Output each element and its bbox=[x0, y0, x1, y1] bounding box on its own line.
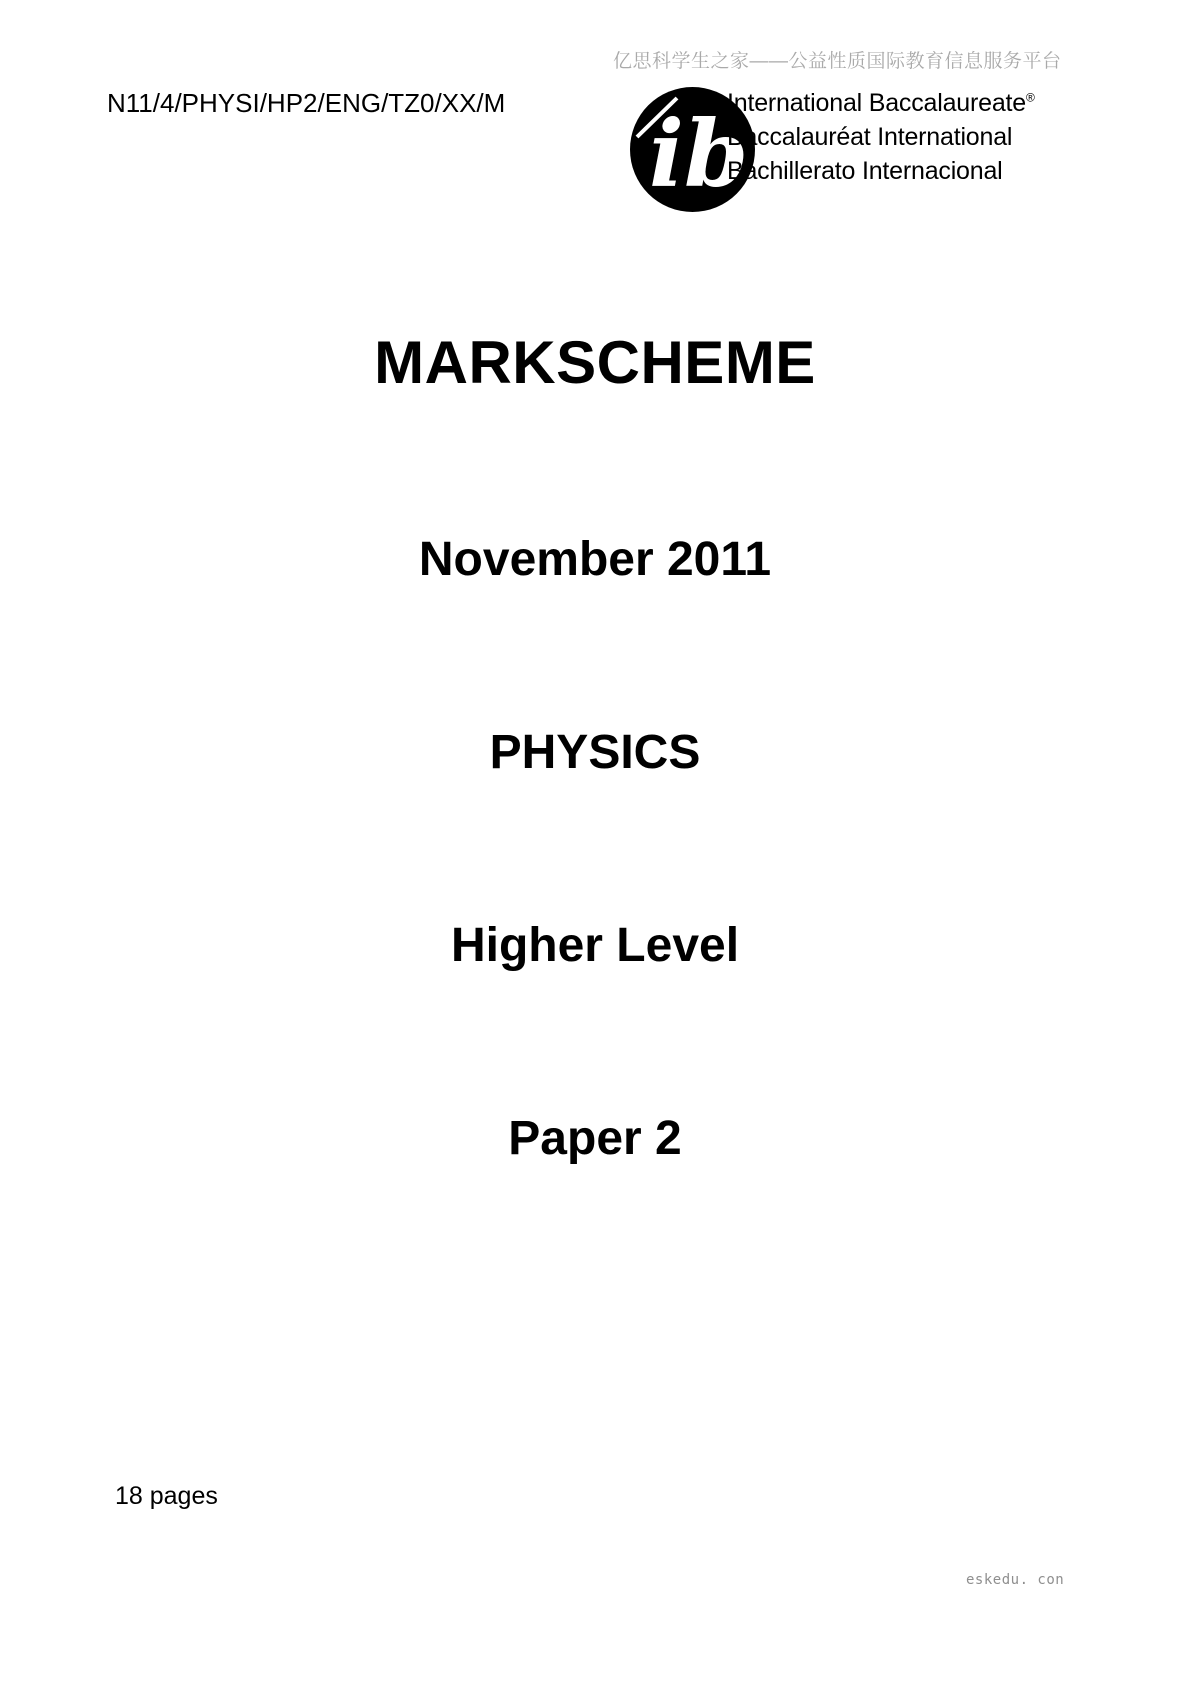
header-watermark-text: 亿思科学生之家——公益性质国际教育信息服务平台 bbox=[613, 51, 1062, 72]
exam-level: Higher Level bbox=[450, 919, 740, 972]
paper-code: N11/4/PHYSI/HP2/ENG/TZ0/XX/M bbox=[107, 88, 506, 118]
org-name-spanish: Bachillerato Internacional bbox=[727, 157, 1003, 185]
registered-trademark-mark: ® bbox=[1025, 90, 1035, 105]
ib-org-names bbox=[727, 86, 1035, 188]
org-name-french: Baccalauréat International bbox=[727, 123, 1013, 151]
document-title: MARKSCHEME bbox=[374, 329, 816, 396]
exam-paper-number: Paper 2 bbox=[508, 1112, 682, 1165]
ib-logo-monogram: ib bbox=[649, 100, 749, 208]
exam-subject: PHYSICS bbox=[489, 726, 701, 779]
exam-session: November 2011 bbox=[418, 533, 772, 586]
org-name-english-text: International Baccalaureate bbox=[727, 89, 1026, 117]
footer-watermark-text: eskedu. con bbox=[966, 1572, 1065, 1588]
org-name-english bbox=[727, 86, 1035, 120]
page-count: 18 pages bbox=[115, 1482, 218, 1510]
